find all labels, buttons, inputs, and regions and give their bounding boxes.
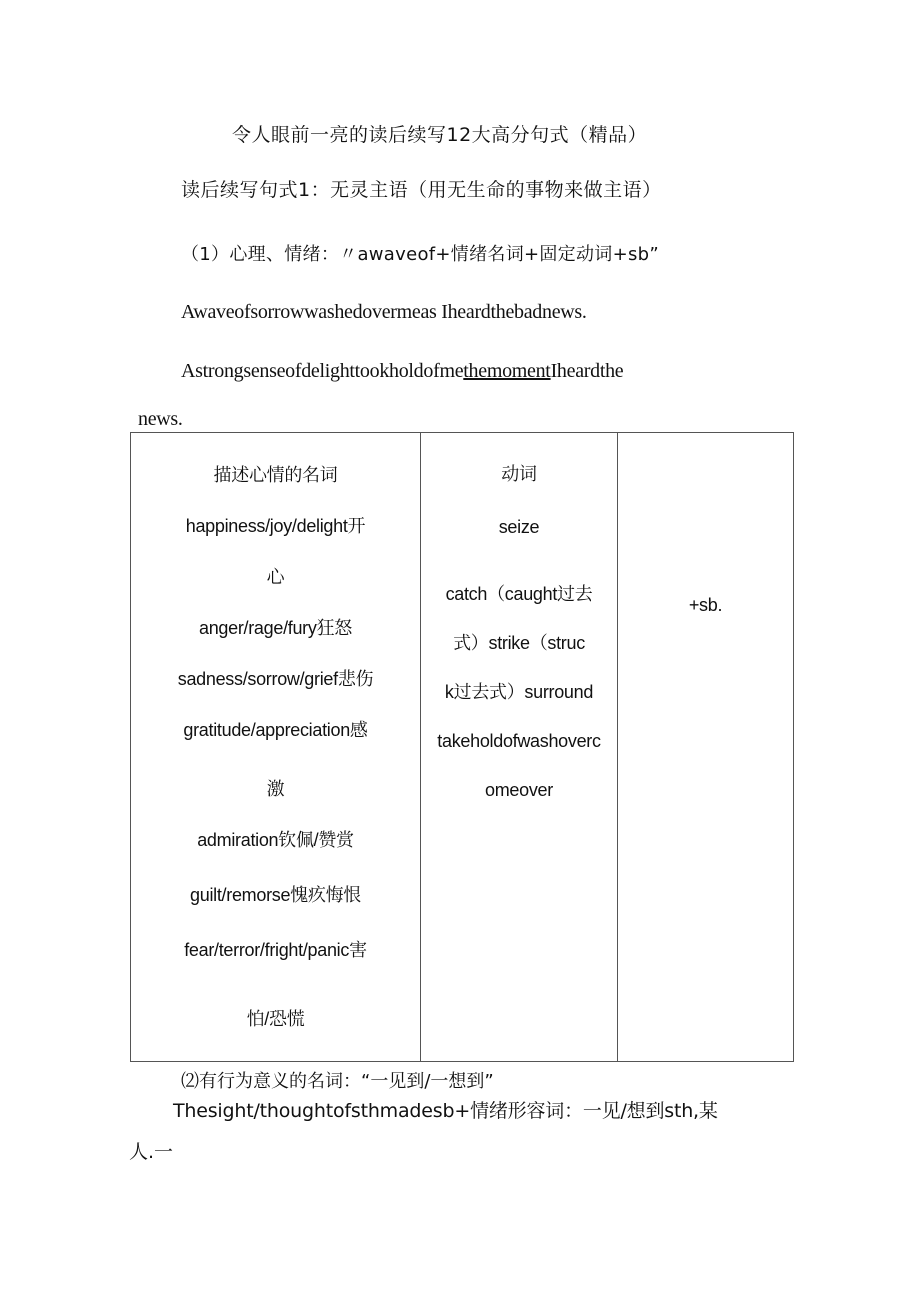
verb-line: omeover bbox=[485, 780, 553, 800]
emotion-noun-line: admiration钦佩/赞赏 bbox=[197, 830, 354, 850]
emotion-noun-line: fear/terror/fright/panic害 bbox=[184, 940, 367, 960]
emotion-noun-line: sadness/sorrow/grief悲伤 bbox=[177, 669, 374, 689]
emotion-noun-line: 心 bbox=[266, 567, 285, 587]
verb-line: catch（caught过去 bbox=[445, 584, 593, 604]
underlined-phrase: themoment bbox=[463, 360, 551, 382]
example-2-part-2: Iheardthe bbox=[550, 360, 624, 382]
section2-heading: ⑵有行为意义的名词：“一见到/一想到” bbox=[181, 1071, 494, 1092]
object-column bbox=[618, 433, 794, 1062]
column-header-emotion-nouns: 描述心情的名词 bbox=[213, 465, 338, 485]
example-sentence-2 bbox=[181, 360, 623, 383]
object-sb: +sb. bbox=[688, 595, 723, 615]
verb-line: 式）strike（struc bbox=[453, 633, 585, 653]
vocabulary-table bbox=[130, 432, 794, 1062]
verb-line: seize bbox=[498, 517, 540, 537]
emotion-noun-line: gratitude/appreciation感 bbox=[183, 720, 368, 740]
page-title: 令人眼前一亮的读后续写12大高分句式（精品） bbox=[232, 124, 648, 146]
section1-heading: 读后续写句式1：无灵主语（用无生命的事物来做主语） bbox=[181, 179, 662, 201]
example-sentence-1: Awaveofsorrowwashedovermeas Iheardthebadnews. bbox=[181, 301, 587, 323]
emotion-noun-line: anger/rage/fury狂怒 bbox=[199, 618, 352, 638]
example-2-part-1: Astrongsenseofdelighttookholdofme bbox=[181, 360, 464, 382]
column-header-verbs: 动词 bbox=[501, 464, 537, 484]
verbs-column bbox=[421, 433, 618, 1062]
emotion-noun-line: happiness/joy/delight开 bbox=[185, 516, 366, 536]
section1-subheading: （1）心理、情绪：〃awaveof+情绪名词+固定动词+sb” bbox=[181, 244, 659, 265]
emotion-noun-line: 怕/恐慌 bbox=[246, 1009, 305, 1029]
emotion-noun-line: guilt/remorse愧疚悔恨 bbox=[190, 885, 361, 905]
emotion-nouns-column bbox=[131, 433, 421, 1062]
verb-line: k过去式）surround bbox=[444, 682, 594, 702]
section2-example: Thesight/thoughtofsthmadesb+情绪形容词：一见/想到sth,某 bbox=[173, 1100, 718, 1122]
emotion-noun-line: 激 bbox=[266, 779, 285, 799]
example-sentence-2-continued: news. bbox=[138, 408, 183, 430]
section2-example-continued: 人.一 bbox=[129, 1141, 174, 1163]
verb-line: takeholdofwashoverc bbox=[437, 731, 601, 751]
